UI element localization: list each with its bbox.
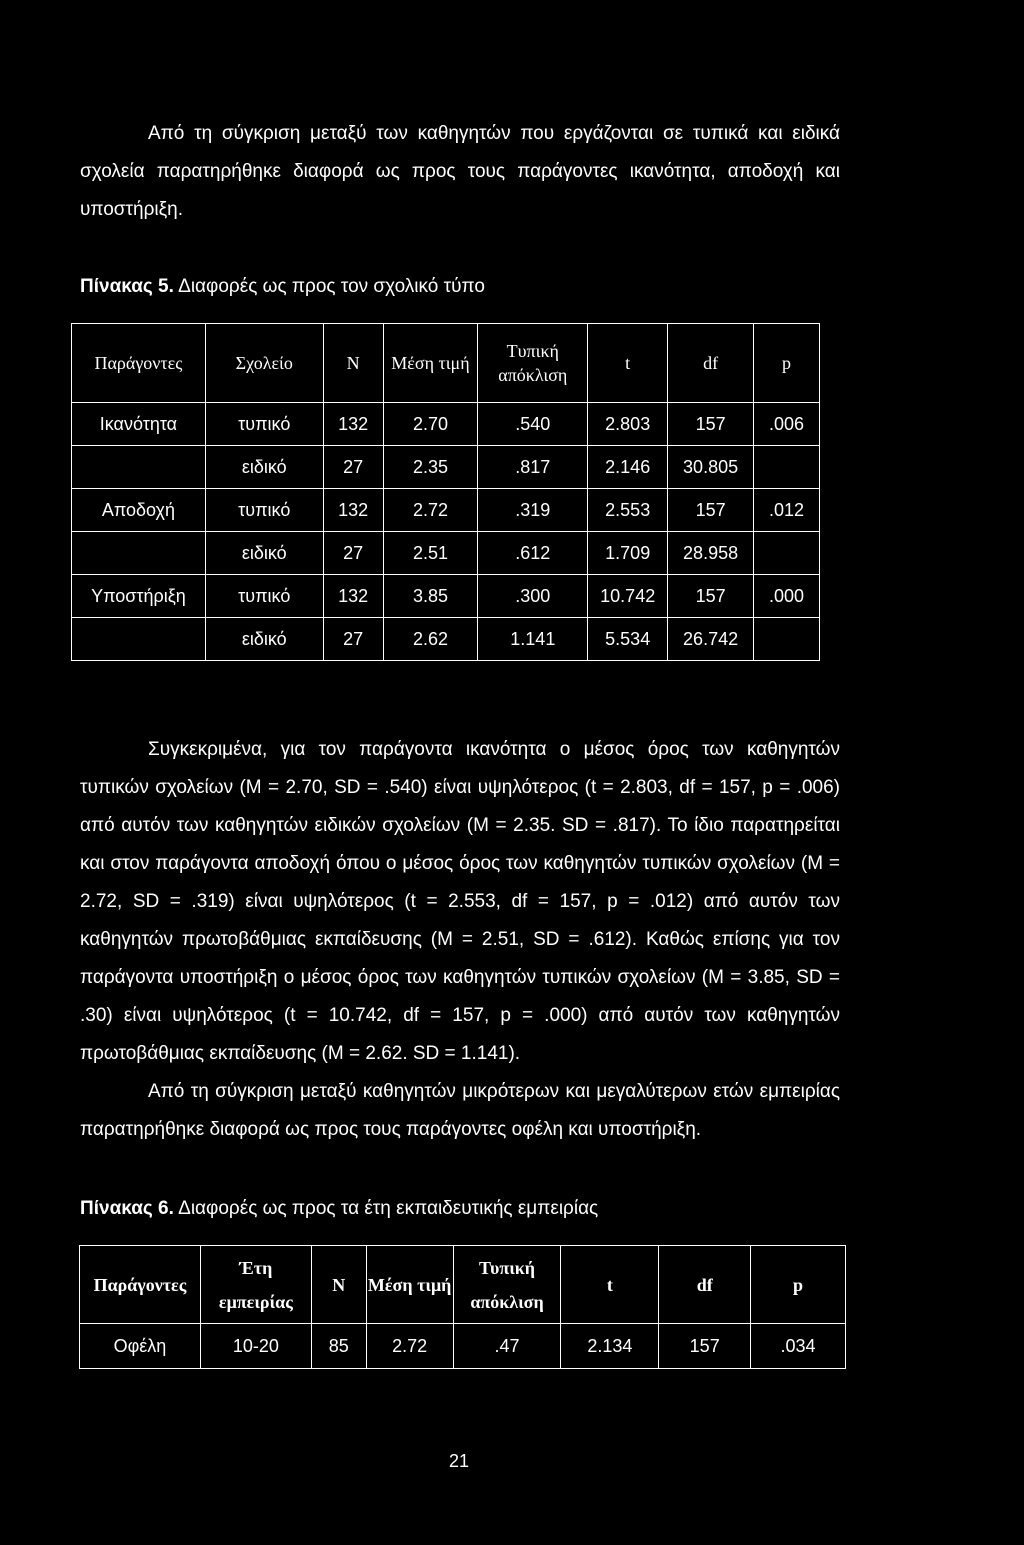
- cell-n: 27: [323, 532, 383, 575]
- cell-df: 157: [668, 489, 754, 532]
- table-row: [72, 575, 820, 618]
- cell-mean: 2.70: [383, 403, 478, 446]
- cell-sd: 1.141: [478, 618, 588, 661]
- cell-p: .000: [754, 575, 820, 618]
- cell-df: 28.958: [668, 532, 754, 575]
- cell-df: 26.742: [668, 618, 754, 661]
- body-paragraph-2: Από τη σύγκριση μεταξύ καθηγητών μικρότερων και μεγαλύτερων ετών εμπειρίας παρατηρήθηκε διαφορά ως προς τους παράγοντες οφέλη και υποστήριξη.: [80, 1081, 840, 1140]
- cell-p: [754, 618, 820, 661]
- cell-n: 27: [323, 446, 383, 489]
- cell-p: .006: [754, 403, 820, 446]
- table6-title: Διαφορές ως προς τα έτη εκπαιδευτικής εμπειρίας: [178, 1198, 599, 1219]
- table5-header-row: [72, 324, 820, 403]
- cell-df: 157: [659, 1324, 751, 1369]
- cell-n: 132: [323, 575, 383, 618]
- cell-p: .034: [751, 1324, 846, 1369]
- table6-header-years: Έτη εμπειρίας: [200, 1246, 311, 1324]
- table5-header-mean: Μέση τιμή: [383, 324, 478, 403]
- cell-factor: Ικανότητα: [72, 403, 206, 446]
- body-paragraph-1: Συγκεκριμένα, για τον παράγοντα ικανότητα ο μέσος όρος των καθηγητών τυπικών σχολείων (M = 2.70, SD = .540) είναι υψηλότερος (t = 2.803, df = 157, p = .006) από αυτόν των καθηγητών ειδικών σχολείων (M = 2.35. SD = .817). Το ίδιο παρατηρείται και στον παράγοντα αποδοχή όπου ο μέσος όρος των καθηγητών τυπικών σχολείων (M = 2.72, SD = .319) είναι υψηλότερος (t = 2.553, df = 157, p = .012) από αυτόν των καθηγητών πρωτοβάθμιας εκπαίδευσης (M = 2.51, SD = .612). Καθώς επίσης για τον παράγοντα υποστήριξη ο μέσος όρος των καθηγητών τυπικών σχολείων (M = 3.85, SD = .30) είναι υψηλότερος (t = 10.742, df = 157, p = .000) από αυτόν των καθηγητών πρωτοβάθμιας εκπαίδευσης (M = 2.62. SD = 1.141).: [80, 739, 840, 1064]
- cell-t: 1.709: [588, 532, 668, 575]
- table5-title: Διαφορές ως προς τον σχολικό τύπο: [178, 276, 485, 297]
- cell-school: τυπικό: [205, 575, 323, 618]
- cell-sd: .612: [478, 532, 588, 575]
- table5-label: Πίνακας 5.: [80, 276, 174, 297]
- table6-header-t: t: [561, 1246, 659, 1324]
- cell-t: 2.134: [561, 1324, 659, 1369]
- table5-header-factor: Παράγοντες: [72, 324, 206, 403]
- table6-header-sd: Τυπική απόκλιση: [453, 1246, 561, 1324]
- cell-df: 157: [668, 575, 754, 618]
- table6: [79, 1245, 846, 1369]
- table6-header-mean: Μέση τιμή: [366, 1246, 453, 1324]
- cell-t: 2.553: [588, 489, 668, 532]
- cell-factor: [72, 446, 206, 489]
- cell-mean: 2.72: [366, 1324, 453, 1369]
- cell-factor: [72, 532, 206, 575]
- cell-p: [754, 532, 820, 575]
- cell-t: 2.146: [588, 446, 668, 489]
- cell-p: [754, 446, 820, 489]
- table6-header-row: [80, 1246, 846, 1324]
- cell-p: .012: [754, 489, 820, 532]
- table6-label: Πίνακας 6.: [80, 1198, 174, 1219]
- table5-header-sd: Τυπική απόκλιση: [478, 324, 588, 403]
- cell-sd: .300: [478, 575, 588, 618]
- intro-text: Από τη σύγκριση μεταξύ των καθηγητών που εργάζονται σε τυπικά και ειδικά σχολεία παρατηρήθηκε διαφορά ως προς τους παράγοντες ικανότητα, αποδοχή και υποστήριξη.: [80, 123, 840, 220]
- cell-school: τυπικό: [205, 489, 323, 532]
- cell-mean: 2.51: [383, 532, 478, 575]
- cell-sd: .817: [478, 446, 588, 489]
- cell-school: ειδικό: [205, 532, 323, 575]
- cell-n: 85: [311, 1324, 366, 1369]
- table6-header-p: p: [751, 1246, 846, 1324]
- table-row: [72, 489, 820, 532]
- cell-mean: 2.35: [383, 446, 478, 489]
- cell-n: 132: [323, 489, 383, 532]
- table5-header-t: t: [588, 324, 668, 403]
- table-row: [72, 403, 820, 446]
- cell-df: 30.805: [668, 446, 754, 489]
- table5-header-school: Σχολείο: [205, 324, 323, 403]
- cell-factor: Αποδοχή: [72, 489, 206, 532]
- table5-header-df: df: [668, 324, 754, 403]
- table-row: [72, 618, 820, 661]
- table-row: [72, 446, 820, 489]
- table5: [71, 323, 820, 661]
- cell-factor: Οφέλη: [80, 1324, 201, 1369]
- cell-t: 10.742: [588, 575, 668, 618]
- cell-n: 27: [323, 618, 383, 661]
- cell-school: ειδικό: [205, 618, 323, 661]
- table-row: [80, 1324, 846, 1369]
- cell-df: 157: [668, 403, 754, 446]
- cell-mean: 2.72: [383, 489, 478, 532]
- cell-school: τυπικό: [205, 403, 323, 446]
- cell-t: 5.534: [588, 618, 668, 661]
- cell-t: 2.803: [588, 403, 668, 446]
- intro-paragraph: [80, 115, 840, 229]
- body-text: [80, 731, 840, 1149]
- page-number: 21: [448, 1451, 470, 1471]
- cell-n: 132: [323, 403, 383, 446]
- cell-sd: .319: [478, 489, 588, 532]
- table6-header-df: df: [659, 1246, 751, 1324]
- cell-years: 10-20: [200, 1324, 311, 1369]
- table5-header-n: Ν: [323, 324, 383, 403]
- cell-school: ειδικό: [205, 446, 323, 489]
- table5-header-p: p: [754, 324, 820, 403]
- table6-header-n: Ν: [311, 1246, 366, 1324]
- cell-mean: 3.85: [383, 575, 478, 618]
- cell-mean: 2.62: [383, 618, 478, 661]
- table-row: [72, 532, 820, 575]
- cell-sd: .47: [453, 1324, 561, 1369]
- cell-factor: Υποστήριξη: [72, 575, 206, 618]
- cell-sd: .540: [478, 403, 588, 446]
- table6-caption: [80, 1198, 598, 1220]
- table6-header-factor: Παράγοντες: [80, 1246, 201, 1324]
- table5-caption: [80, 276, 485, 298]
- cell-factor: [72, 618, 206, 661]
